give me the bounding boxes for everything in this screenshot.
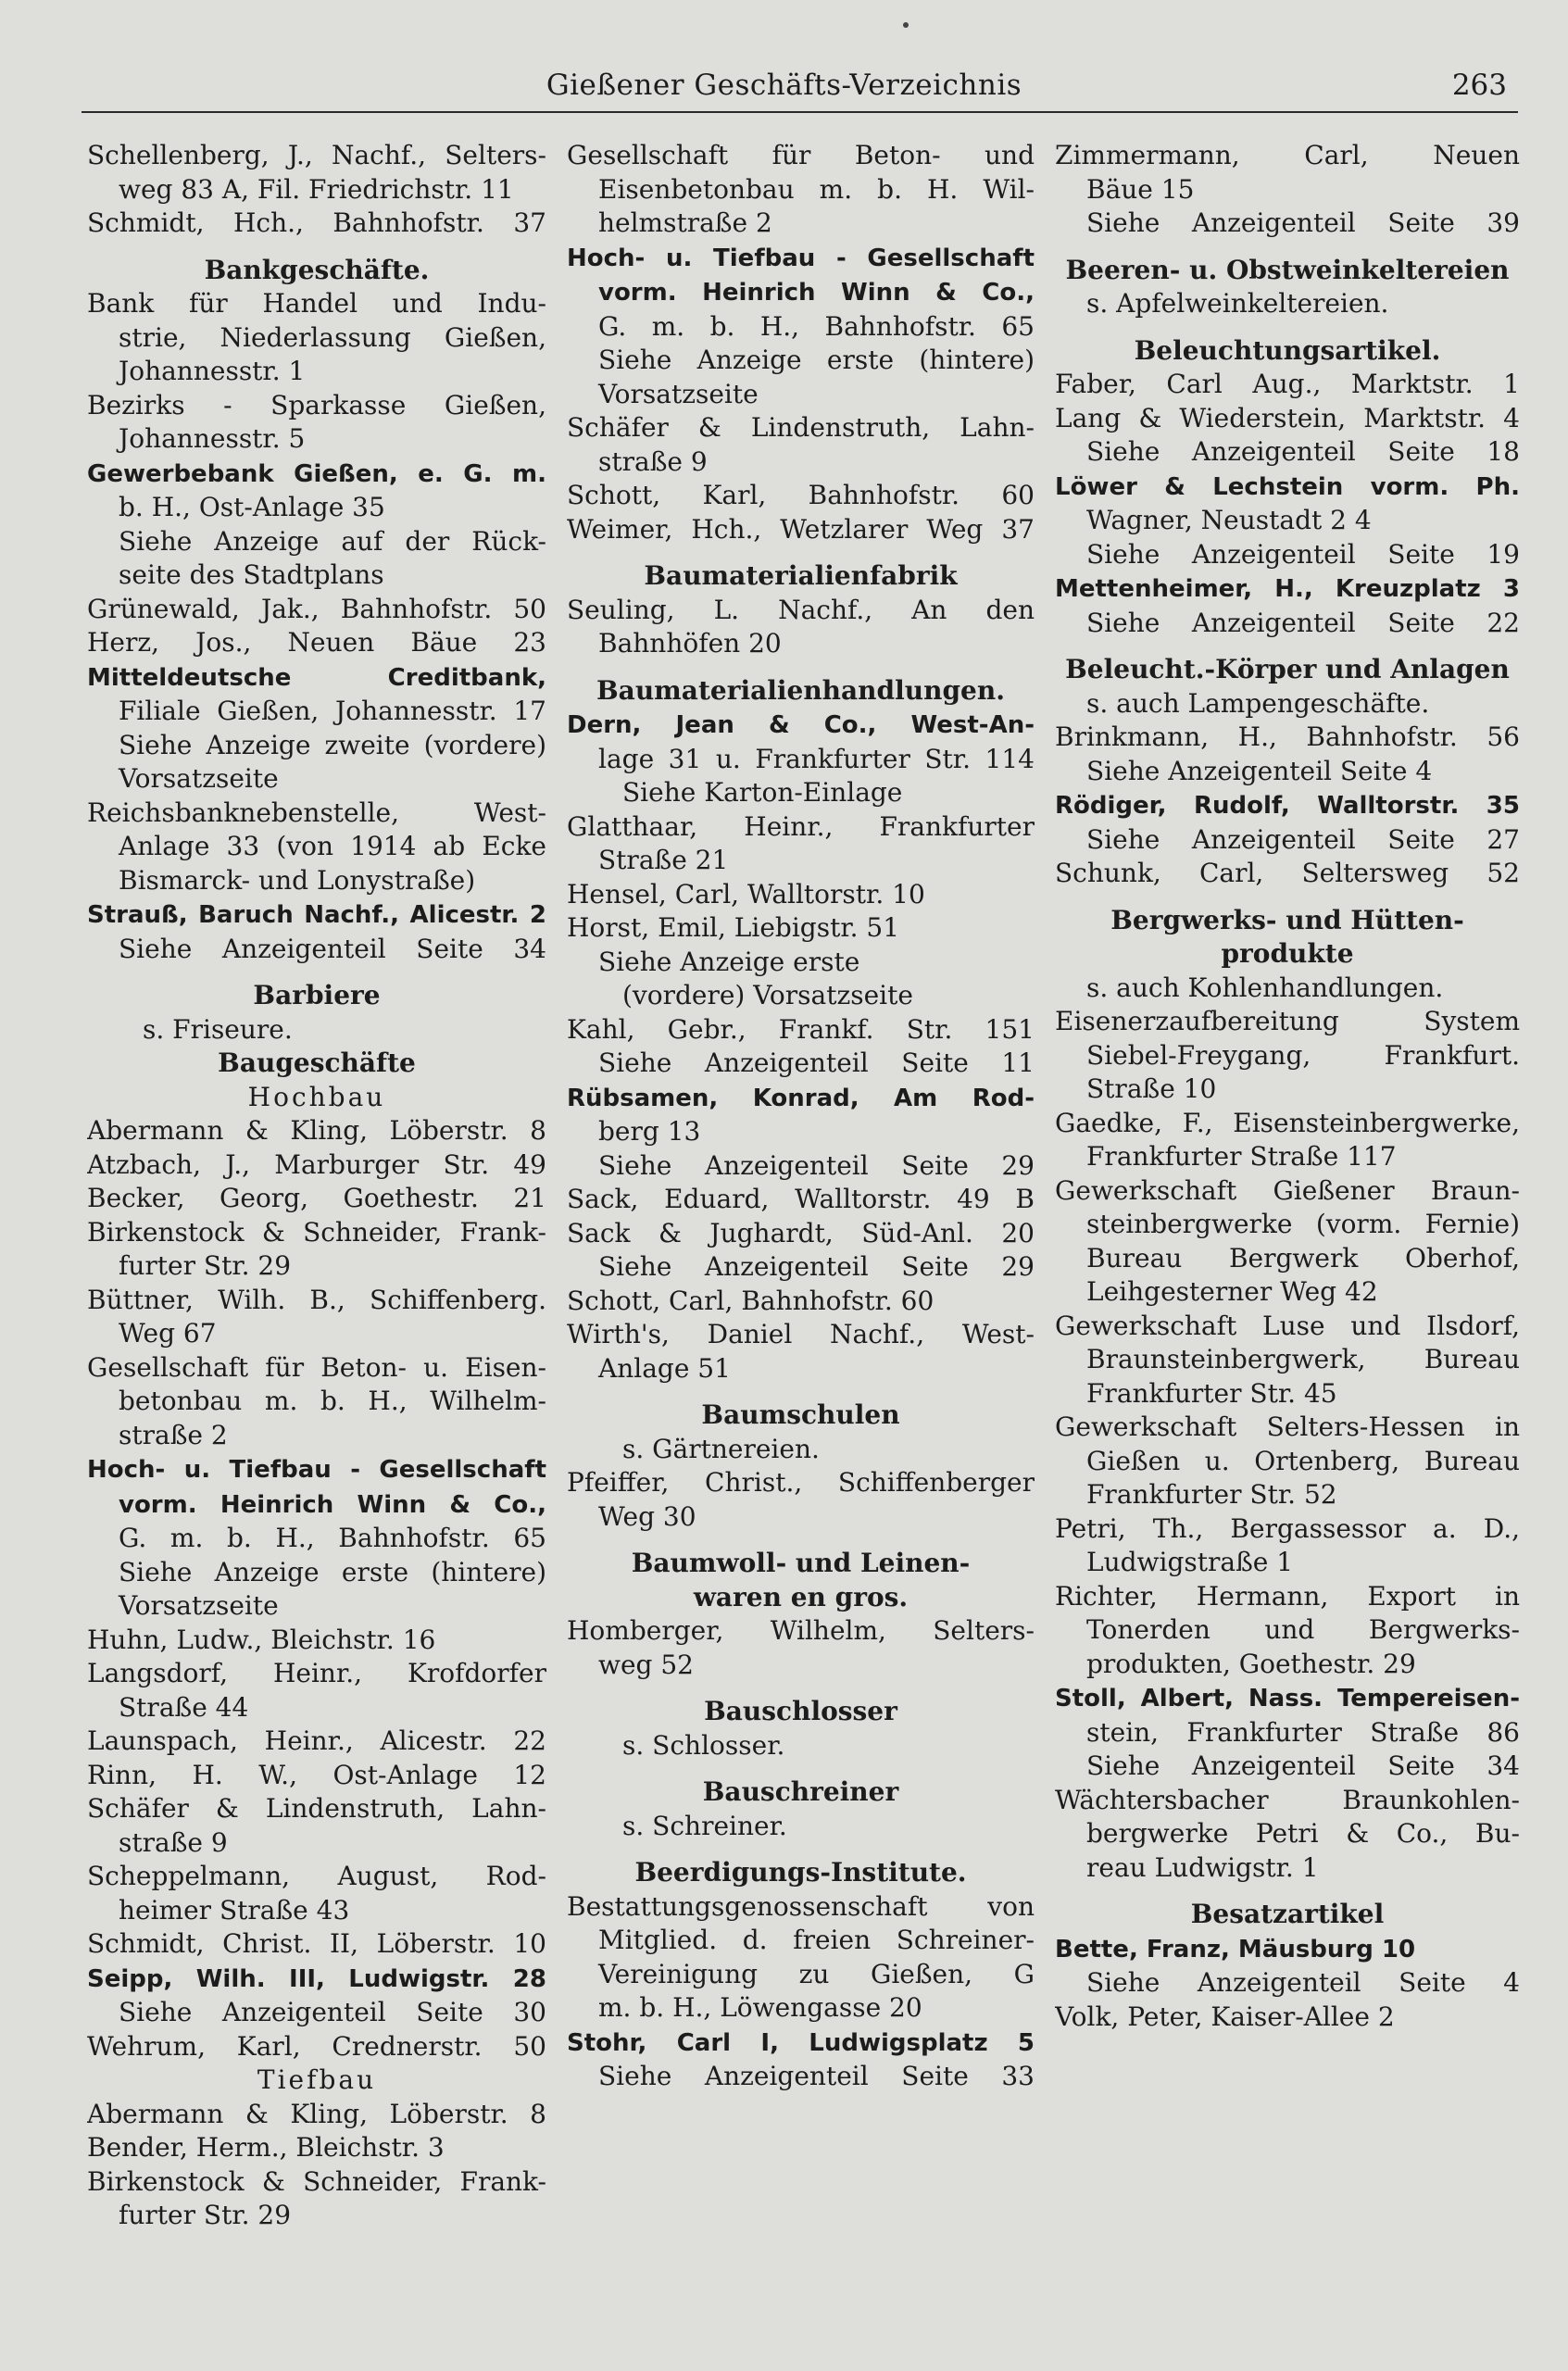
category-heading: Bergwerks- und Hütten-: [1110, 904, 1464, 935]
entry-line: Schott, Karl, Bahnhofstr. 60: [567, 480, 1035, 510]
entry-line: Siehe Anzeige erste (hintere): [119, 1556, 546, 1587]
entry-line: b. H., Ost-Anlage 35: [119, 492, 385, 522]
bold-entry-text: Bette, Franz, Mäusburg 10: [1055, 1935, 1416, 1963]
entry-line: Becker, Georg, Goethestr. 21: [87, 1183, 546, 1213]
entry-line: Straße 44: [119, 1691, 249, 1723]
entry-line: stein, Frankfurter Straße 86: [1086, 1716, 1520, 1748]
entry-line: Schott, Carl, Bahnhofstr. 60: [567, 1285, 935, 1316]
entry-line: Zimmermann, Carl, Neuen: [1055, 140, 1520, 170]
bold-entry-text: Rübsamen, Konrad, Am Rod-: [567, 1084, 1035, 1112]
entry-line: Gewerkschaft Selters-Hessen in: [1055, 1411, 1520, 1442]
entry-line: [567, 275, 1035, 310]
category-heading: Baugeschäfte: [218, 1048, 416, 1078]
entry-line: Bureau Bergwerk Oberhof,: [1086, 1242, 1520, 1273]
entry-line: Schmidt, Hch., Bahnhofstr. 37: [87, 207, 546, 238]
entry-line: Birkenstock & Schneider, Frank-: [87, 1216, 546, 1248]
entry-line: [567, 2026, 1035, 2061]
entry-line: Vereinigung zu Gießen, G: [598, 1958, 1035, 1989]
bold-entry-text: Seipp, Wilh. III, Ludwigstr. 28: [87, 1964, 546, 1993]
entry-line: Bäue 15: [1086, 173, 1195, 205]
entry-line: Braunsteinbergwerk, Bureau: [1086, 1344, 1520, 1374]
entry-line: [567, 708, 1035, 743]
entry-line: Siehe Anzeigenteil Seite 4: [1086, 1967, 1520, 1998]
entry-line: s. Friseure.: [143, 1013, 293, 1045]
category-heading: Baumwoll- und Leinen-: [631, 1548, 971, 1578]
entry-line: Schäfer & Lindenstruth, Lahn-: [567, 412, 1035, 443]
entry-line: s. Schlosser.: [622, 1729, 785, 1761]
entry-line: Weg 30: [598, 1500, 696, 1532]
entry-line: Johannesstr. 1: [119, 356, 306, 386]
entry-line: Weimer, Hch., Wetzlarer Weg 37: [567, 513, 1035, 545]
entry-line: Siehe Anzeigenteil Seite 22: [1086, 607, 1520, 638]
entry-line: Kahl, Gebr., Frankf. Str. 151: [567, 1013, 1035, 1045]
entry-line: Anlage 33 (von 1914 ab Ecke: [119, 831, 546, 861]
entry-line: Bezirks - Sparkasse Gießen,: [87, 389, 546, 420]
category-heading: Baumschulen: [701, 1399, 900, 1430]
entry-line: [87, 660, 546, 696]
entry-line: Homberger, Wilhelm, Selters-: [567, 1615, 1035, 1646]
subcategory-heading: Hochbau: [247, 1081, 386, 1112]
entry-line: Schunk, Carl, Seltersweg 52: [1055, 858, 1520, 888]
bold-entry-text: Strauß, Baruch Nachf., Alicestr. 2: [87, 901, 546, 929]
entry-line: Anlage 51: [598, 1352, 731, 1384]
entry-line: Bestattungsgenossenschaft von: [567, 1890, 1035, 1922]
entry-line: steinbergwerke (vorm. Fernie): [1086, 1209, 1520, 1239]
entry-line: straße 2: [119, 1419, 228, 1450]
entry-line: Weg 67: [119, 1318, 217, 1349]
entry-line: Siehe Karton-Einlage: [622, 777, 903, 808]
entry-line: weg 52: [598, 1649, 694, 1680]
column-middle: [567, 139, 1035, 2094]
entry-line: Siehe Anzeige erste (hintere): [598, 345, 1035, 375]
bold-entry-text: Löwer & Lechstein vorm. Ph.: [1055, 472, 1520, 501]
entry-line: Vorsatzseite: [119, 1590, 279, 1621]
entry-line: Hensel, Carl, Walltorstr. 10: [567, 878, 925, 910]
category-heading: Beleucht.-Körper und Anlagen: [1065, 654, 1510, 684]
entry-line: berg 13: [598, 1116, 701, 1147]
entry-line: Siebel-Freygang, Frankfurt.: [1086, 1039, 1520, 1071]
entry-line: bergwerke Petri & Co., Bu-: [1086, 1818, 1520, 1849]
entry-line: Bismarck- und Lonystraße): [119, 864, 476, 896]
entry-line: Siehe Anzeigenteil Seite 29: [598, 1251, 1035, 1282]
entry-line: Vorsatzseite: [119, 763, 279, 794]
entry-line: Petri, Th., Bergassessor a. D.,: [1055, 1512, 1520, 1544]
entry-line: [87, 457, 546, 492]
entry-line: Frankfurter Straße 117: [1086, 1141, 1397, 1172]
entry-line: s. Schreiner.: [622, 1810, 787, 1841]
entry-line: Seuling, L. Nachf., An den: [567, 594, 1035, 625]
category-heading: Beleuchtungsartikel.: [1134, 334, 1441, 366]
entry-line: Siehe Anzeigenteil Seite 29: [598, 1149, 1035, 1181]
entry-line: Siehe Anzeigenteil Seite 34: [1086, 1750, 1520, 1781]
category-heading: waren en gros.: [693, 1581, 909, 1612]
entry-line: Frankfurter Str. 45: [1086, 1377, 1337, 1409]
entry-line: furter Str. 29: [119, 2200, 292, 2230]
header-rule: [82, 111, 1518, 113]
entry-line: Siehe Anzeigenteil Seite 34: [119, 933, 546, 964]
entry-line: Mitglied. d. freien Schreiner-: [598, 1925, 1035, 1955]
entry-line: Atzbach, J., Marburger Str. 49: [87, 1148, 546, 1180]
entry-line: Siehe Anzeige auf der Rück-: [119, 525, 546, 557]
entry-line: [567, 241, 1035, 276]
entry-line: Wächtersbacher Braunkohlen-: [1055, 1784, 1520, 1815]
entry-line: s. Apfelweinkeltereien.: [1086, 288, 1389, 319]
entry-line: Schmidt, Christ. II, Löberstr. 10: [87, 1928, 546, 1959]
entry-line: s. auch Lampengeschäfte.: [1086, 687, 1430, 719]
category-heading: Bauschlosser: [704, 1696, 897, 1726]
bold-entry-text: Hoch- u. Tiefbau - Gesellschaft: [567, 244, 1035, 272]
entry-line: reau Ludwigstr. 1: [1086, 1851, 1319, 1883]
entry-line: Bahnhöfen 20: [598, 628, 782, 659]
entry-line: Büttner, Wilh. B., Schiffenberg.: [87, 1284, 546, 1315]
entry-line: seite des Stadtplans: [119, 559, 384, 590]
entry-line: straße 9: [598, 445, 708, 477]
entry-line: Siehe Anzeigenteil Seite 27: [1086, 823, 1520, 855]
entry-line: Tonerden und Bergwerks-: [1086, 1614, 1520, 1645]
subcategory-heading: Tiefbau: [257, 2064, 377, 2095]
entry-line: Johannesstr. 5: [119, 423, 306, 454]
entry-line: Gießen u. Ortenberg, Bureau: [1086, 1445, 1520, 1476]
entry-line: Scheppelmann, August, Rod-: [87, 1861, 546, 1891]
entry-line: Siehe Anzeigenteil Seite 39: [1086, 207, 1520, 238]
entry-line: Gaedke, F., Eisensteinbergwerke,: [1055, 1107, 1520, 1138]
entry-line: Schellenberg, J., Nachf., Selters-: [87, 140, 546, 170]
entry-line: [1055, 1681, 1520, 1716]
entry-line: Glatthaar, Heinr., Frankfurter: [567, 810, 1035, 842]
ink-speck: [903, 22, 909, 28]
entry-line: Abermann & Kling, Löberstr. 8: [87, 2098, 546, 2129]
entry-line: Siehe Anzeigenteil Seite 11: [598, 1048, 1035, 1078]
entry-line: Siehe Anzeigenteil Seite 30: [119, 1997, 546, 2027]
entry-line: Launspach, Heinr., Alicestr. 22: [87, 1725, 546, 1756]
entry-line: Langsdorf, Heinr., Krofdorfer: [87, 1658, 546, 1688]
entry-line: Leihgesterner Weg 42: [1086, 1276, 1378, 1307]
entry-line: [87, 897, 546, 933]
entry-line: Schäfer & Lindenstruth, Lahn-: [87, 1793, 546, 1824]
entry-line: Huhn, Ludw., Bleichstr. 16: [87, 1624, 436, 1655]
entry-line: Grünewald, Jak., Bahnhofstr. 50: [87, 593, 546, 624]
entry-line: Horst, Emil, Liebigstr. 51: [567, 912, 900, 943]
entry-line: Birkenstock & Schneider, Frank-: [87, 2165, 546, 2197]
entry-line: [1055, 470, 1520, 505]
entry-line: Sack & Jughardt, Süd-Anl. 20: [567, 1217, 1035, 1248]
entry-line: Herz, Jos., Neuen Bäue 23: [87, 627, 546, 658]
category-heading: Baumaterialienhandlungen.: [596, 674, 1005, 706]
entry-line: Siehe Anzeigenteil Seite 4: [1086, 755, 1433, 786]
bold-entry-text: vorm. Heinrich Winn & Co.,: [119, 1490, 546, 1519]
entry-line: Wirth's, Daniel Nachf., West-: [567, 1319, 1035, 1349]
entry-line: Siehe Anzeigenteil Seite 18: [1086, 436, 1520, 467]
running-header-title: Gießener Geschäfts-Verzeichnis: [546, 69, 1022, 102]
entry-line: Gesellschaft für Beton- u. Eisen-: [87, 1351, 546, 1383]
bold-entry-text: Dern, Jean & Co., West-An-: [567, 711, 1035, 739]
entry-line: Faber, Carl Aug., Marktstr. 1: [1055, 369, 1520, 399]
entry-line: Siehe Anzeige zweite (vordere): [119, 729, 546, 760]
bold-entry-text: Rödiger, Rudolf, Walltorstr. 35: [1055, 792, 1520, 820]
page-number: 263: [1451, 69, 1507, 102]
entry-line: Reichsbanknebenstelle, West-: [87, 797, 546, 828]
entry-line: Vorsatzseite: [598, 378, 759, 409]
entry-line: [87, 1962, 546, 1997]
entry-line: [567, 1081, 1035, 1116]
entry-line: straße 9: [119, 1826, 228, 1858]
entry-line: Straße 21: [598, 845, 729, 875]
bold-entry-text: Mettenheimer, H., Kreuzplatz 3: [1055, 575, 1520, 603]
entry-line: Eisenerzaufbereitung System: [1055, 1006, 1520, 1036]
entry-line: [1055, 571, 1520, 607]
entry-line: Siehe Anzeigenteil Seite 33: [598, 2061, 1035, 2091]
entry-line: Eisenbetonbau m. b. H. Wil-: [598, 173, 1035, 205]
entry-line: Lang & Wiederstein, Marktstr. 4: [1055, 402, 1520, 433]
category-heading: Besatzartikel: [1190, 1899, 1385, 1929]
entry-line: Bank für Handel und Indu-: [87, 288, 546, 319]
entry-line: Richter, Hermann, Export in: [1055, 1580, 1520, 1612]
column-left: [87, 139, 546, 2233]
entry-line: Siehe Anzeige erste: [598, 946, 860, 977]
entry-line: betonbau m. b. H., Wilhelm-: [119, 1386, 546, 1416]
entry-line: Frankfurter Str. 52: [1086, 1479, 1337, 1510]
entry-line: Abermann & Kling, Löberstr. 8: [87, 1115, 546, 1146]
entry-line: Straße 10: [1086, 1073, 1217, 1104]
entry-line: G. m. b. H., Bahnhofstr. 65: [119, 1523, 546, 1553]
category-heading: Barbiere: [253, 980, 381, 1010]
entry-line: Wehrum, Karl, Crednerstr. 50: [87, 2030, 546, 2062]
entry-line: Pfeiffer, Christ., Schiffenberger: [567, 1467, 1035, 1498]
bold-entry-text: Stohr, Carl I, Ludwigsplatz 5: [567, 2028, 1035, 2057]
entry-line: furter Str. 29: [119, 1250, 292, 1281]
bold-entry-text: Stoll, Albert, Nass. Tempereisen-: [1055, 1685, 1520, 1712]
entry-line: strie, Niederlassung Gießen,: [119, 321, 546, 353]
entry-line: [1055, 1932, 1520, 1967]
entry-line: Gewerkschaft Gießener Braun-: [1055, 1174, 1520, 1206]
entry-line: Wagner, Neustadt 2 4: [1086, 505, 1372, 535]
entry-line: s. Gärtnereien.: [622, 1433, 820, 1464]
column-right: [1055, 139, 1520, 2034]
bold-entry-text: Gewerbebank Gießen, e. G. m.: [87, 459, 546, 488]
entry-line: Volk, Peter, Kaiser-Allee 2: [1055, 2001, 1395, 2032]
entry-line: [87, 1487, 546, 1523]
category-heading: produkte: [1221, 938, 1354, 969]
entry-line: produkten, Goethestr. 29: [1086, 1648, 1416, 1679]
bold-entry-text: Mitteldeutsche Creditbank,: [87, 663, 546, 692]
bold-entry-text: Hoch- u. Tiefbau - Gesellschaft: [87, 1456, 546, 1484]
entry-line: [87, 1452, 546, 1487]
entry-line: (vordere) Vorsatzseite: [622, 980, 913, 1010]
entry-line: weg 83 A, Fil. Friedrichstr. 11: [119, 173, 514, 205]
bold-entry-text: vorm. Heinrich Winn & Co.,: [598, 279, 1035, 307]
entry-line: Brinkmann, H., Bahnhofstr. 56: [1055, 721, 1520, 752]
entry-line: Bender, Herm., Bleichstr. 3: [87, 2132, 445, 2163]
category-heading: Bankgeschäfte.: [204, 254, 430, 285]
category-heading: Bauschreiner: [702, 1776, 899, 1807]
category-heading: Baumaterialienfabrik: [644, 560, 958, 591]
entry-line: Siehe Anzeigenteil Seite 19: [1086, 538, 1520, 570]
entry-line: Ludwigstraße 1: [1086, 1547, 1294, 1577]
entry-line: Filiale Gießen, Johannesstr. 17: [119, 696, 546, 726]
entry-line: heimer Straße 43: [119, 1894, 350, 1926]
entry-line: Gesellschaft für Beton- und: [567, 140, 1035, 170]
category-heading: Beeren- u. Obstweinkeltereien: [1065, 254, 1510, 285]
category-heading: Beerdigungs-Institute.: [634, 1857, 967, 1888]
entry-line: helmstraße 2: [598, 207, 772, 238]
entry-line: Sack, Eduard, Walltorstr. 49 B: [567, 1184, 1035, 1214]
entry-line: Gewerkschaft Luse und Ilsdorf,: [1055, 1310, 1520, 1341]
entry-line: lage 31 u. Frankfurter Str. 114: [598, 743, 1035, 774]
entry-line: m. b. H., Löwengasse 20: [598, 1992, 922, 2023]
entry-line: s. auch Kohlenhandlungen.: [1086, 972, 1444, 1003]
entry-line: Rinn, H. W., Ost-Anlage 12: [87, 1759, 546, 1790]
entry-line: G. m. b. H., Bahnhofstr. 65: [598, 310, 1035, 342]
entry-line: [1055, 788, 1520, 823]
